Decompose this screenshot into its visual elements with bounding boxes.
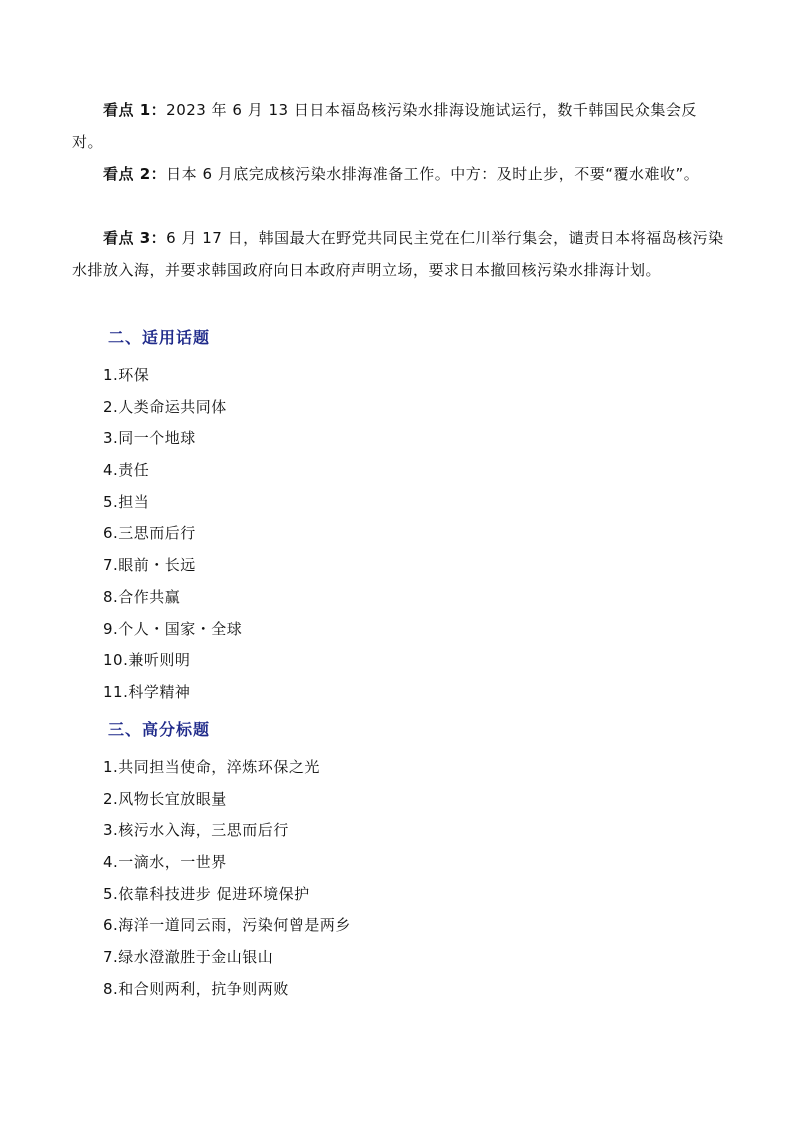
highlight-paragraph-3 [72,222,724,286]
titles-list [103,752,351,1006]
list-item: 1.共同担当使命，淬炼环保之光 [103,758,320,776]
highlight-paragraph-1 [72,94,724,158]
list-item: 10.兼听则明 [103,651,191,670]
topics-list [103,360,242,709]
list-item: 2.风物长宜放眼量 [103,789,227,808]
list-item: 6.海洋一道同云雨，污染何曾是两乡 [103,916,351,935]
highlight-label: 看点 1： [103,101,167,119]
list-item: 4.一滴水，一世界 [103,853,227,872]
list-item: 4.责任 [103,461,150,480]
list-item: 11.科学精神 [103,682,191,701]
highlight-text: 2023 年 6 月 13 日日本福岛核污染水排海设施试运行，数千韩国民众集会反对。 [72,101,697,151]
list-item: 2.人类命运共同体 [103,397,227,416]
list-item: 8.和合则两利，抗争则两败 [103,979,289,998]
list-item: 7.眼前・长远 [103,556,196,575]
highlight-text: 日本 6 月底完成核污染水排海准备工作。中方：及时止步，不要“覆水难收”。 [166,165,700,183]
list-item: 1.环保 [103,366,150,384]
highlight-label: 看点 3： [103,229,167,247]
list-item: 3.同一个地球 [103,429,196,448]
highlight-text: 6 月 17 日，韩国最大在野党共同民主党在仁川举行集会，谴责日本将福岛核污染水排放入海，并要求韩国政府向日本政府声明立场，要求日本撤回核污染水排海计划。 [72,229,724,279]
list-item: 8.合作共赢 [103,587,181,606]
list-item: 9.个人・国家・全球 [103,619,243,638]
list-item: 6.三思而后行 [103,524,196,543]
list-item: 5.依靠科技进步 促进环境保护 [103,884,310,903]
list-item: 5.担当 [103,492,150,511]
section-heading-titles: 三、高分标题 [108,720,211,739]
section-heading-topics: 二、适用话题 [108,328,211,347]
list-item: 7.绿水澄澈胜于金山银山 [103,948,274,967]
list-item: 3.核污水入海，三思而后行 [103,821,289,840]
highlight-label: 看点 2： [103,165,167,183]
highlight-paragraph-2 [72,158,724,190]
